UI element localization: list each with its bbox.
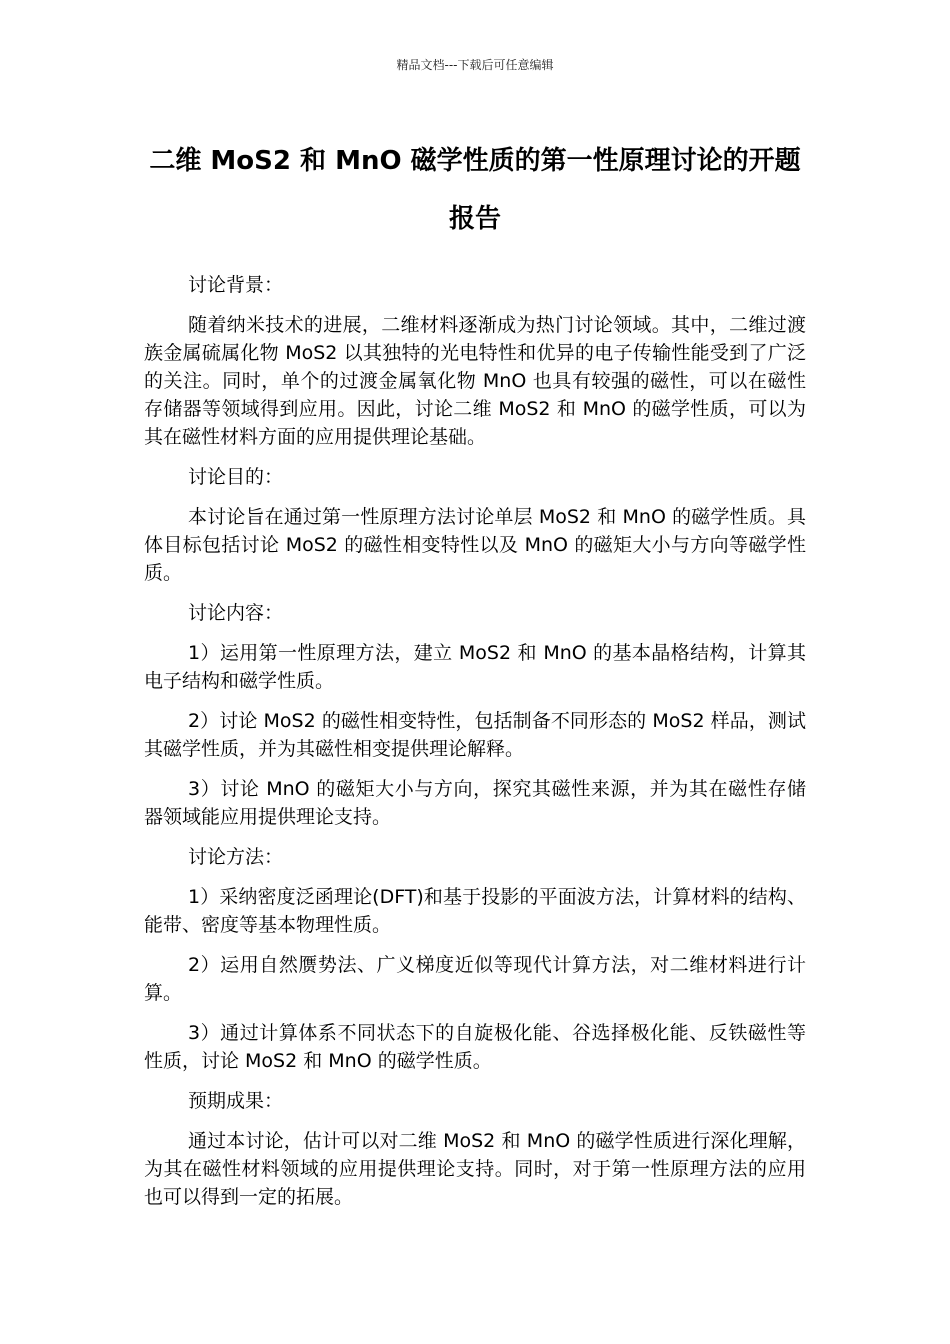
method-item-3: 3）通过计算体系不同状态下的自旋极化能、谷选择极化能、反铁磁性等性质，讨论 MoS2 和 MnO 的磁学性质。 (144, 1022, 806, 1072)
content-item-2: 2）讨论 MoS2 的磁性相变特性，包括制备不同形态的 MoS2 样品，测试其磁学性质，并为其磁性相变提供理论解释。 (144, 710, 806, 760)
section-heading-outcomes: 预期成果： (188, 1090, 284, 1112)
section-heading-content: 讨论内容： (188, 602, 284, 624)
section-heading-background: 讨论背景： (188, 274, 284, 296)
section-heading-methods: 讨论方法： (188, 846, 284, 868)
method-item-1: 1）采纳密度泛函理论(DFT)和基于投影的平面波方法，计算材料的结构、能带、密度等基本物理性质。 (144, 886, 806, 936)
method-item-2: 2）运用自然赝势法、广义梯度近似等现代计算方法，对二维材料进行计算。 (144, 954, 806, 1004)
content-item-1: 1）运用第一性原理方法，建立 MoS2 和 MnO 的基本晶格结构，计算其电子结构和磁学性质。 (144, 642, 806, 692)
content-item-3: 3）讨论 MnO 的磁矩大小与方向，探究其磁性来源，并为其在磁性存储器领域能应用提供理论支持。 (144, 778, 806, 828)
section-heading-purpose: 讨论目的： (188, 466, 284, 488)
paragraph-purpose: 本讨论旨在通过第一性原理方法讨论单层 MoS2 和 MnO 的磁学性质。具体目标包括讨论 MoS2 的磁性相变特性以及 MnO 的磁矩大小与方向等磁学性质。 (144, 506, 806, 584)
paragraph-background: 随着纳米技术的进展，二维材料逐渐成为热门讨论领域。其中，二维过渡族金属硫属化物 MoS2 以其独特的光电特性和优异的电子传输性能受到了广泛的关注。同时，单个的过渡金属氧化物 MnO 也具有较强的磁性，可以在磁性存储器等领域得到应用。因此，讨论二维 MoS2 和 MnO 的磁学性质，可以为其在磁性材料方面的应用提供理论基础。 (144, 314, 806, 448)
document-title: 二维 MoS2 和 MnO 磁学性质的第一性原理讨论的开题报告 (149, 146, 801, 234)
paragraph-outcomes: 通过本讨论，估计可以对二维 MoS2 和 MnO 的磁学性质进行深化理解，为其在磁性材料领域的应用提供理论支持。同时，对于第一性原理方法的应用也可以得到一定的拓展。 (144, 1130, 806, 1208)
document-body (144, 271, 806, 1223)
page-header-watermark: 精品文档---下载后可任意编辑 (396, 58, 554, 72)
